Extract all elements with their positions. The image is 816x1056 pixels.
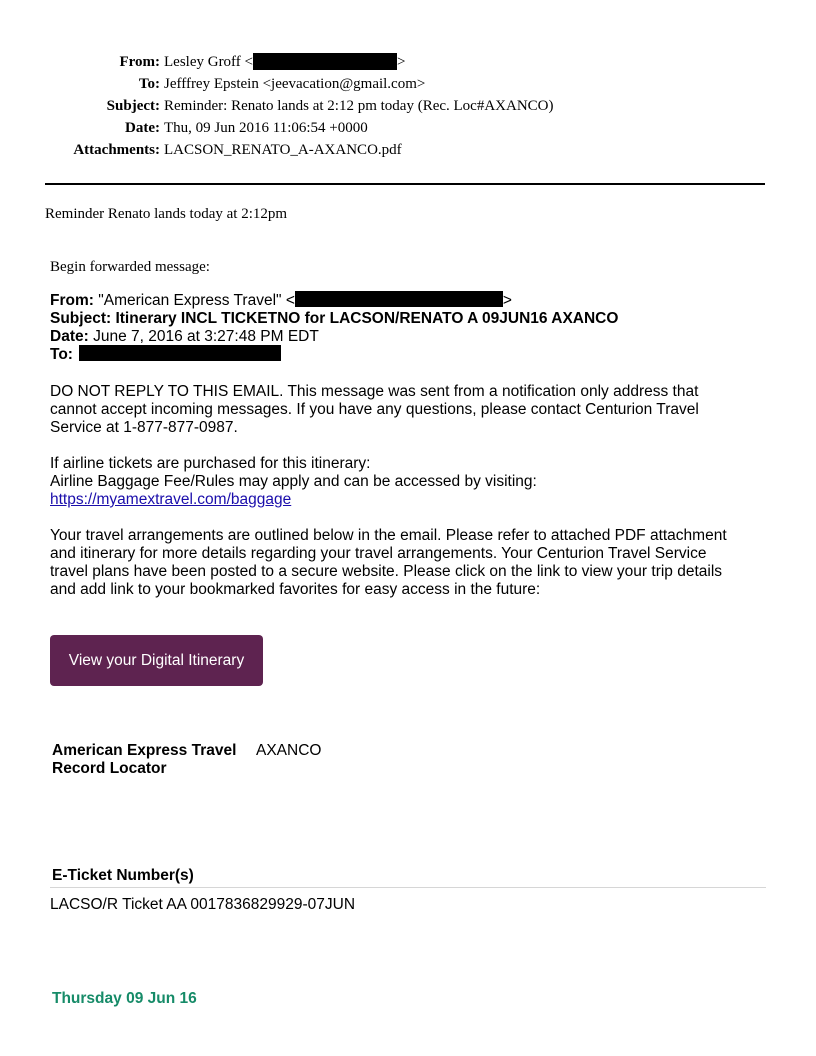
subject-value: Reminder: Renato lands at 2:12 pm today (Rec. Loc#AXANCO) [164, 98, 554, 114]
eticket-heading: E-Ticket Number(s) [52, 867, 194, 884]
header-to-row [0, 74, 816, 94]
view-digital-itinerary-button[interactable]: View your Digital Itinerary [50, 635, 263, 686]
record-locator-value: AXANCO [256, 742, 322, 759]
redacted-sender-email-block [295, 291, 503, 307]
paragraph-line: If airline tickets are purchased for this itinerary: [50, 455, 371, 472]
from-name: Lesley Groff < [164, 54, 253, 70]
baggage-link[interactable]: https://myamextravel.com/baggage [50, 491, 292, 508]
to-label: To: [138, 76, 160, 92]
begin-forwarded-text: Begin forwarded message: [50, 259, 210, 275]
forwarded-from-label: From: [50, 292, 94, 309]
paragraph-line: Service at 1-877-877-0987. [50, 419, 238, 436]
forwarded-to-label: To: [50, 346, 73, 363]
forwarded-subject-label: Subject: [50, 310, 112, 327]
header-attachments-row [0, 140, 816, 160]
forwarded-from-value: "American Express Travel" < [93, 292, 295, 309]
from-label: From: [119, 54, 160, 70]
from-value [164, 52, 405, 72]
redacted-recipient-block [79, 345, 281, 361]
paragraph-line: DO NOT REPLY TO THIS EMAIL. This message was sent from a notification only address that [50, 383, 699, 400]
attachment-filename[interactable]: LACSON_RENATO_A-AXANCO.pdf [164, 142, 402, 158]
subject-label: Subject: [106, 98, 160, 114]
paragraph-line: Your travel arrangements are outlined below in the email. Please refer to attached PDF attachment [50, 527, 727, 544]
header-date-row [0, 118, 816, 138]
date-value: Thu, 09 Jun 2016 11:06:54 +0000 [164, 120, 368, 136]
paragraph-line: and add link to your bookmarked favorites for easy access in the future: [50, 581, 541, 598]
paragraph-line: and itinerary for more details regarding your travel arrangements. Your Centurion Travel Service [50, 545, 707, 562]
date-label: Date: [125, 120, 160, 136]
forwarded-date-row [50, 328, 319, 346]
from-close-bracket: > [397, 54, 406, 70]
header-subject-row [0, 96, 816, 116]
baggage-paragraph [50, 455, 770, 509]
forwarded-date-label: Date: [50, 328, 89, 345]
forwarded-from-row [50, 292, 512, 310]
forwarded-date-value: June 7, 2016 at 3:27:48 PM EDT [88, 328, 319, 345]
record-locator-label-line1: American Express Travel [52, 742, 237, 759]
itinerary-day-heading: Thursday 09 Jun 16 [52, 990, 197, 1007]
record-locator-label [52, 742, 236, 778]
eticket-entry: LACSO/R Ticket AA 0017836829929-07JUN [50, 896, 356, 913]
record-locator-label-line2: Record Locator [52, 760, 167, 777]
paragraph-line: Airline Baggage Fee/Rules may apply and can be accessed by visiting: [50, 473, 537, 490]
forwarded-to-row [50, 346, 281, 364]
paragraph-line: cannot accept incoming messages. If you have any questions, please contact Centurion Travel [50, 401, 699, 418]
do-not-reply-paragraph [50, 383, 770, 437]
forwarded-from-close: > [502, 292, 512, 309]
paragraph-line: travel plans have been posted to a secure website. Please click on the link to view your trip details [50, 563, 723, 580]
redacted-email-block [253, 53, 397, 70]
header-from-row [0, 52, 816, 72]
eticket-divider [50, 887, 766, 888]
forwarded-subject-row [50, 310, 618, 328]
attachments-label: Attachments: [73, 142, 160, 158]
header-divider [45, 183, 765, 185]
forwarded-subject-value: Itinerary INCL TICKETNO for LACSON/RENATO A 09JUN16 AXANCO [111, 310, 619, 327]
arrangements-paragraph [50, 527, 770, 599]
to-value: Jefffrey Epstein <jeevacation@gmail.com> [164, 76, 426, 92]
intro-text: Reminder Renato lands today at 2:12pm [45, 206, 288, 222]
